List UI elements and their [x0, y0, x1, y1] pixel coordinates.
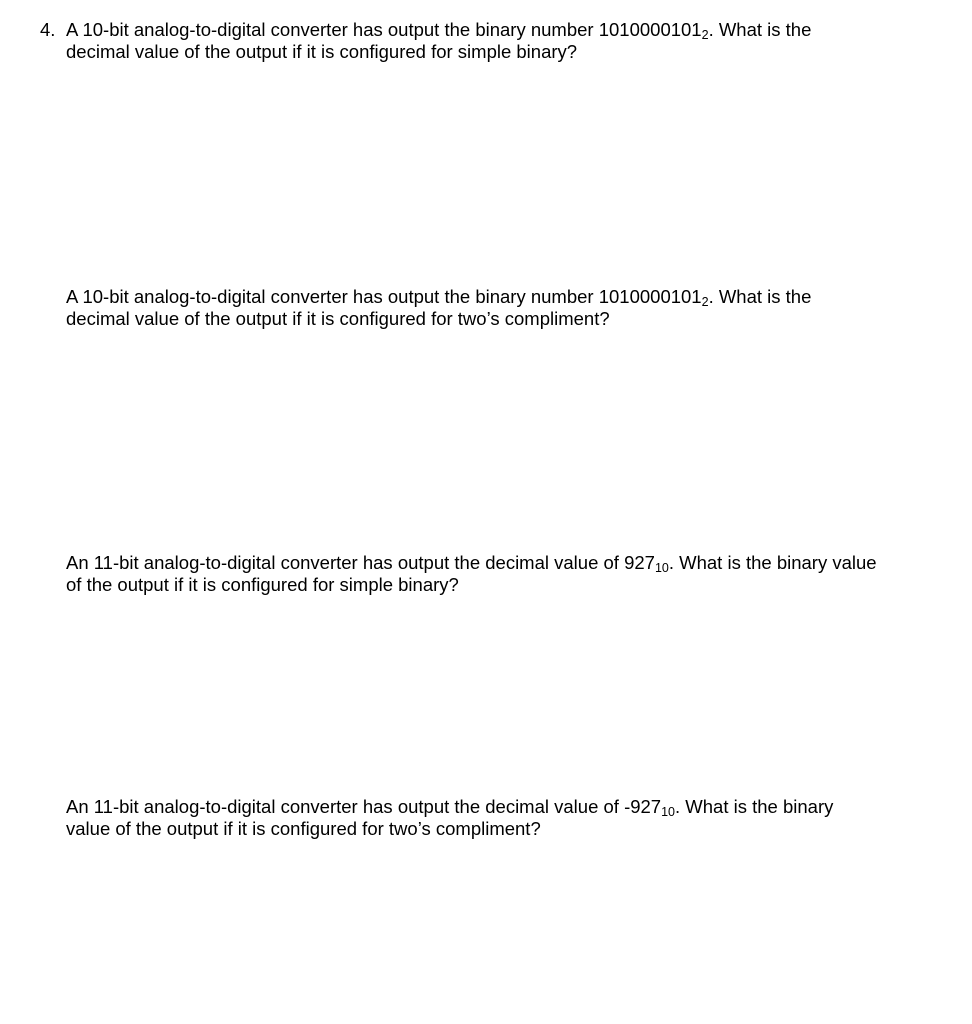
question-line-1 — [66, 286, 811, 308]
base-subscript: 10 — [661, 805, 676, 819]
question-text: A 10-bit analog-to-digital converter has output the binary number 1010000101 — [66, 19, 702, 40]
base-subscript: 2 — [701, 28, 709, 42]
question-line-2: value of the output if it is configured for two’s compliment? — [66, 818, 541, 839]
question-4c — [66, 552, 877, 596]
question-text: . What is the binary — [675, 796, 834, 817]
question-number: 4. — [40, 19, 56, 40]
question-4b — [66, 286, 811, 330]
question-line-1 — [66, 552, 877, 574]
question-line-2: of the output if it is configured for simple binary? — [66, 574, 459, 595]
question-text: . What is the — [708, 19, 812, 40]
question-4a — [40, 19, 812, 63]
question-text: An 11-bit analog-to-digital converter has output the decimal value of 927 — [66, 552, 655, 573]
question-4d — [66, 796, 833, 840]
question-text: . What is the — [708, 286, 812, 307]
base-subscript: 2 — [701, 295, 709, 309]
question-text: . What is the binary value — [668, 552, 877, 573]
question-line-1 — [66, 19, 811, 41]
base-subscript: 10 — [654, 561, 669, 575]
question-text: A 10-bit analog-to-digital converter has output the binary number 1010000101 — [66, 286, 702, 307]
question-line-2: decimal value of the output if it is configured for two’s compliment? — [66, 308, 610, 329]
question-text: An 11-bit analog-to-digital converter has output the decimal value of -927 — [66, 796, 662, 817]
question-line-1 — [66, 796, 833, 818]
question-line-2: decimal value of the output if it is configured for simple binary? — [66, 41, 578, 62]
